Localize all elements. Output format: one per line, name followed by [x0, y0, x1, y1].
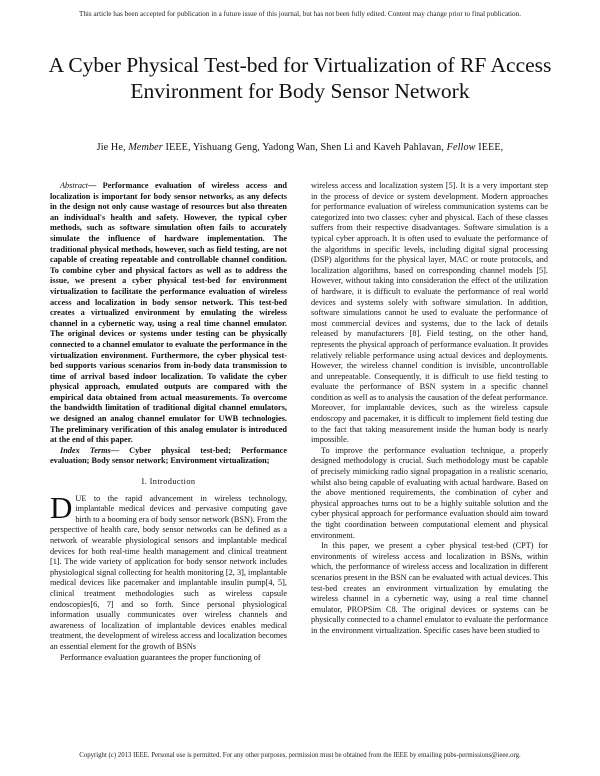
index-terms [50, 446, 287, 467]
abstract [50, 181, 287, 446]
author-text-3: IEEE, [475, 142, 504, 153]
right-paragraph-2: To improve the performance evaluation technique, a properly designed methodology is crucial. Such methodology must be capable of precisely mimicking radio signal propagation in a realistic scenario, whilst also being capable of evaluating with actual hardware. Based on the above mentioned requirements, the combination of cyber and physical approaches turns out to be a highly suitable solution and the cyber physical approach for performance evaluation should aim toward the tight coordination between computational element and physical environment. [311, 445, 548, 540]
author-role-member: Member [128, 142, 163, 153]
author-role-fellow: Fellow [446, 142, 476, 153]
right-paragraph-3: In this paper, we present a cyber physical test-bed (CPT) for environments of wireless access and localization in BSNs, within which, the performance of wireless access and localization in different scenarios present in the BSN can be evaluated with actual devices. This test-bed creates an environment virtualization by emulating the wireless channel in a cybernetic way, using a real time channel emulator, PROPSim C8. The original devices or systems can be physically connected to a channel emulator to evaluate the performance in the environment virtualization. Specific cases have been studied to [311, 541, 548, 635]
right-column [311, 181, 548, 637]
intro-paragraph-2: Performance evaluation guarantees the proper functioning of [60, 652, 261, 662]
author-text-1: Jie He, [96, 142, 129, 153]
index-terms-label: Index Terms [60, 445, 111, 455]
abstract-text: — Performance evaluation of wireless access and localization is important for body sensor networks, as any defects in the design not only cause wastage of resources but also threaten an individual's health and safety. However, the typical cyber methods, such as software simulation often fails to accurately simulate the influence of hardware implementation. The traditional physical methods, however, such as field testing, are not capable of creating repeatable and controllable channel condition. To combine cyber and physical factors as well as to address the issue, we present a cyber physical test-bed for environment virtualization to facilitate the performance evaluation of wireless access and localization in body sensor network. This test-bed creates a virtualized environment by emulating the wireless channel in a cybernetic way, using a real time channel emulator. The original devices or systems under testing can be physically connected to a channel emulator to evaluate the performance in the virtualization environment. Furthermore, the cyber physical test-bed supports various scenarios from in-body data transmission to time of arrival based indoor localization. To validate the cyber physical approach, emulated outputs are compared with the empirical data obtained from actual measurements. To overcome the bandwidth limitation of traditional digital channel emulators, we designed an analog channel emulator for UWB technologies. The preliminary verification of this analog emulator is introduced at the end of this paper. [50, 181, 287, 445]
intro-paragraph-1 [50, 489, 287, 653]
right-paragraph-1: wireless access and localization system [5]. It is a very important step in the process of device or system development. Modern approaches for performance evaluation of wireless communication systems can be categorized into two classes: cyber and physical. Each of these classes suffers from their respective disadvantages. Software simulation is a typical cyber approach. It is often used to evaluate the performance of the algorithms in specific levels, including digital signal processing (DSP) algorithms for the physical layer, MAC or route protocols, and localization algorithms, based on corresponding channel models [5]. However, without taking into consideration the effect of the utilization of hardware, it is difficult to evaluate the performance of real world devices and systems solely with software simulation. In addition, software simulations cannot be used to evaluate the performance of most commercial devices and systems, due to the lack of details released by manufacturers [8]. Field testing, on the other hand, represents the physical approach of performance evaluation. It provides relatively reliable performance using actual devices and deployments. However, the wireless channel condition is invisible, uncontrollable and unrepeatable. Consequently, it is difficult to use field testing to evaluate the performance of BSN system in a specific channel condition as well as to analysis the causation of the defeat performance. Moreover, for implantable devices, such as the wireless capsule endoscopy and pacemaker, it is difficult to implement field testing due to the fact that taking measurement inside the human body is nearly impossible. [311, 181, 548, 445]
author-line [30, 142, 570, 153]
section-heading-introduction: I. Introduction [141, 477, 196, 487]
intro-paragraph-1-text: UE to the rapid advancement in wireless technology, implantable medical devices and pervasive computing gave birth to a booming era of body sensor network (BSN). From the perspective of health care, body sensor networks can be defined as a network of wearable physiological sensors and implantable medical devices for both real-time health management and clinical treatment [1]. The wide variety of application for body sensor network includes physiological signal collecting for health monitoring [2, 3], implantable medical devices like pacemaker and implantable insulin pump[4, 5], clinical treatment methodologies such as wireless capsule endoscopies[6, 7] and so forth. Since personal physiological information usually communicates over wireless channels and awareness of localization of implantable devices enables medical treatment, the development of wireless access and localization becomes an essential element for the growth of BSNs [50, 493, 287, 651]
journal-banner: This article has been accepted for publication in a future issue of this journal, but has not been fully edited. Content may change prior to final publication. [78, 10, 522, 18]
drop-cap: D [50, 489, 73, 525]
left-column [50, 181, 287, 663]
copyright-footer: Copyright (c) 2013 IEEE. Personal use is permitted. For any other purposes, permission must be obtained from the IEEE by emailing pubs-permissions@ieee.org. [79, 752, 521, 759]
index-terms-text: — Cyber physical test-bed; Performance evaluation; Body sensor network; Environment virtualization; [50, 445, 287, 466]
author-text-2: IEEE, Yishuang Geng, Yadong Wan, Shen Li and Kaveh Pahlavan, [162, 142, 447, 153]
abstract-label: Abstract [60, 181, 88, 190]
paper-title: A Cyber Physical Test-bed for Virtualization of RF Access Environment for Body Sensor Network [48, 53, 552, 103]
